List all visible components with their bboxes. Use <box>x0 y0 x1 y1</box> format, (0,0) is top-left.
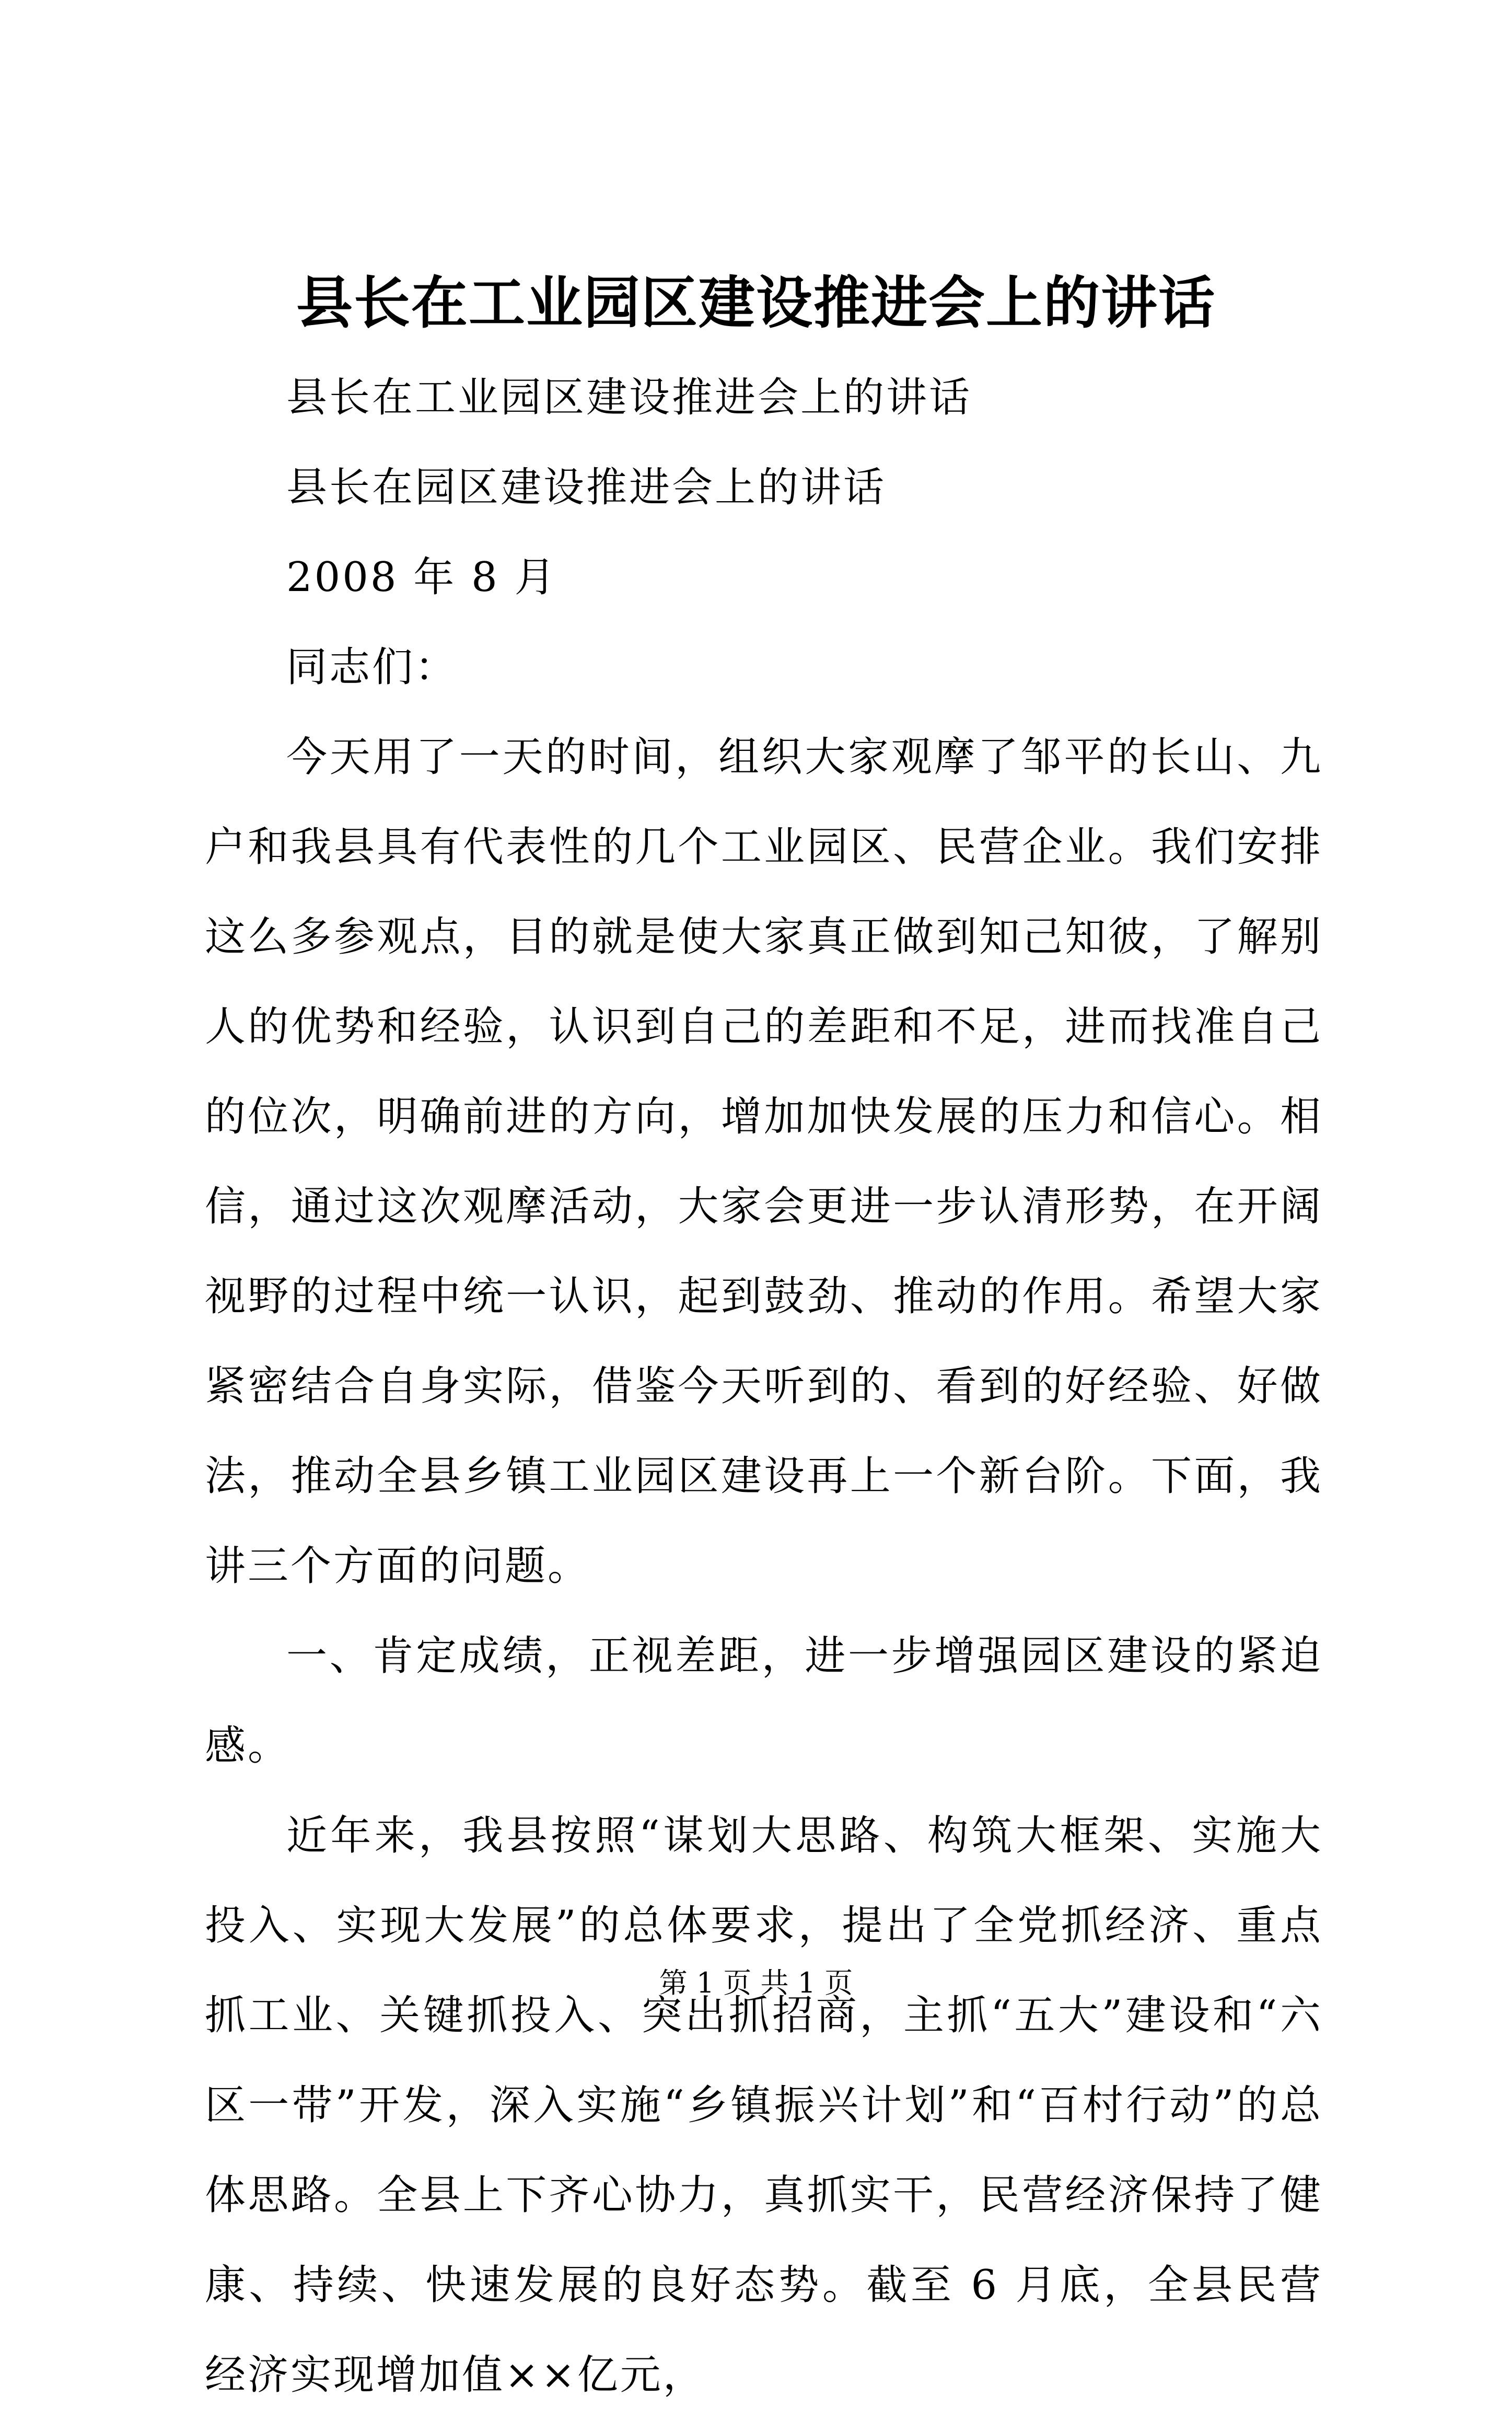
subtitle-line: 县长在园区建设推进会上的讲话 <box>286 464 887 511</box>
section-heading: 一、肯定成绩，正视差距，进一步增强园区建设的紧迫感。 <box>205 1632 1323 1769</box>
subtitle-line: 县长在工业园区建设推进会上的讲话 <box>286 374 972 421</box>
page-footer: 第 1 页 共 1 页 <box>659 1966 853 1999</box>
document-body <box>205 353 1323 2420</box>
date-line: 2008 年 8 月 <box>286 554 557 601</box>
body-paragraph: 近年来，我县按照“谋划大思路、构筑大框架、实施大投入、实现大发展”的总体要求，提出了全党抓经济、重点抓工业、关键抓投入、突出抓招商，主抓“五大”建设和“六区一带”开发，深入实施“乡镇振兴计划”和“百村行动”的总体思路。全县上下齐心协力，真抓实干，民营经济保持了健康、持续、快速发展的良好态势。截至 6 月底，全县民营经济实现增加值××亿元， <box>205 1812 1323 2399</box>
salutation: 同志们： <box>286 644 458 691</box>
body-paragraph: 今天用了一天的时间，组织大家观摩了邹平的长山、九户和我县具有代表性的几个工业园区、民营企业。我们安排这么多参观点，目的就是使大家真正做到知己知彼，了解别人的优势和经验，认识到自己的差距和不足，进而找准自己的位次，明确前进的方向，增加加快发展的压力和信心。相信，通过这次观摩活动，大家会更进一步认清形势，在开阔视野的过程中统一认识，起到鼓劲、推动的作用。希望大家紧密结合自身实际，借鉴今天听到的、看到的好经验、好做法，推动全县乡镇工业园区建设再上一个新台阶。下面，我讲三个方面的问题。 <box>205 734 1323 1590</box>
document-title: 县长在工业园区建设推进会上的讲话 <box>296 270 1216 336</box>
